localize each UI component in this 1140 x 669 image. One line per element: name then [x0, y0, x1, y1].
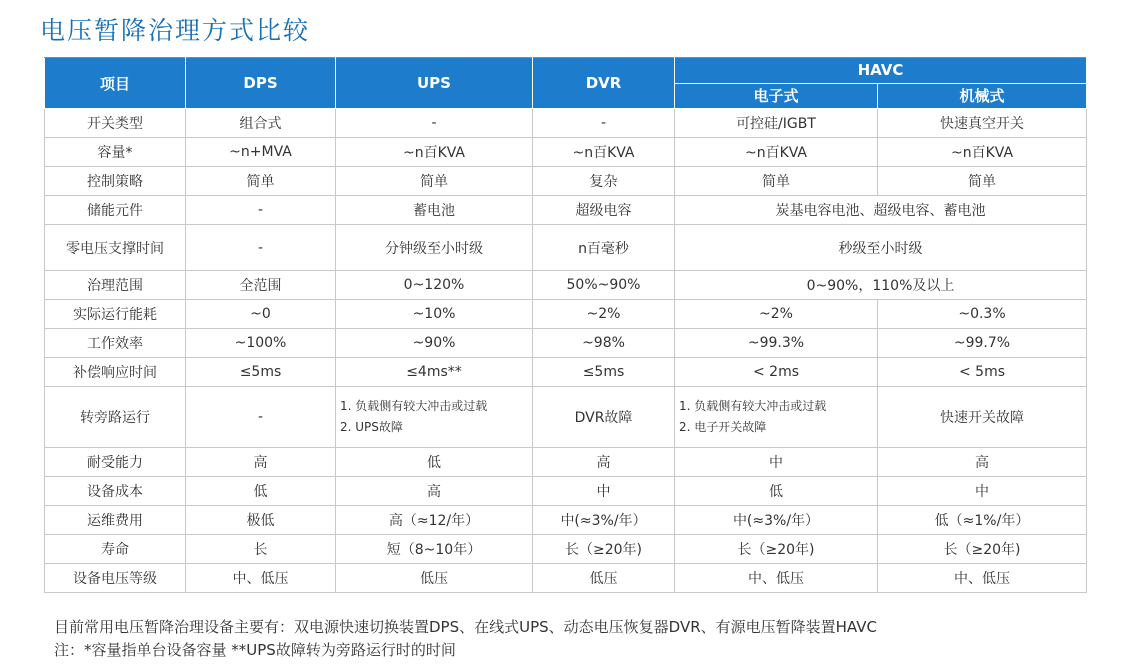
table-row [45, 448, 1087, 477]
cell-dvr: ~98% [533, 329, 675, 358]
table-row [45, 225, 1087, 271]
cell-dvr: 50%~90% [533, 271, 675, 300]
cell-electronic: ~99.3% [675, 329, 878, 358]
cell-electronic: ~2% [675, 300, 878, 329]
cell-dvr: 中(≈3%/年） [533, 506, 675, 535]
cell-electronic [675, 387, 878, 448]
cell-ups: ~10% [336, 300, 533, 329]
cell-dvr: 低压 [533, 564, 675, 593]
row-label: 控制策略 [45, 167, 186, 196]
cell-ups: 高（≈12/年） [336, 506, 533, 535]
cell-ups [336, 387, 533, 448]
cell-dvr: ≤5ms [533, 358, 675, 387]
comparison-table [44, 57, 1087, 593]
cell-havc: 秒级至小时级 [675, 225, 1087, 271]
cell-dvr: 超级电容 [533, 196, 675, 225]
cell-ups: 高 [336, 477, 533, 506]
header-dps: DPS [186, 58, 336, 109]
cell-dps: 组合式 [186, 109, 336, 138]
cell-mechanical: ~n百KVA [878, 138, 1087, 167]
footer-note: 注：*容量指单台设备容量 **UPS故障转为旁路运行时的时间 [54, 641, 456, 659]
header-ups: UPS [336, 58, 533, 109]
cell-electronic: 中、低压 [675, 564, 878, 593]
row-label: 设备成本 [45, 477, 186, 506]
cell-dps: 极低 [186, 506, 336, 535]
table-row [45, 477, 1087, 506]
table-row [45, 329, 1087, 358]
cell-dps: - [186, 196, 336, 225]
cell-mechanical: ~0.3% [878, 300, 1087, 329]
cell-mechanical: 快速真空开关 [878, 109, 1087, 138]
header-mechanical: 机械式 [878, 83, 1087, 109]
cell-dvr: DVR故障 [533, 387, 675, 448]
cell-ups: ~n百KVA [336, 138, 533, 167]
cell-dvr: ~n百KVA [533, 138, 675, 167]
cell-electronic: 简单 [675, 167, 878, 196]
row-label: 设备电压等级 [45, 564, 186, 593]
cell-dps: ≤5ms [186, 358, 336, 387]
cell-mechanical: 高 [878, 448, 1087, 477]
cell-mechanical: 快速开关故障 [878, 387, 1087, 448]
table-row [45, 506, 1087, 535]
cell-dvr: 中 [533, 477, 675, 506]
row-label: 零电压支撑时间 [45, 225, 186, 271]
cell-ups: 低 [336, 448, 533, 477]
cell-dps: ~100% [186, 329, 336, 358]
table-row [45, 109, 1087, 138]
cell-mechanical: 长（≥20年) [878, 535, 1087, 564]
cell-mechanical: 中、低压 [878, 564, 1087, 593]
cell-ups: 0~120% [336, 271, 533, 300]
cell-dps: 长 [186, 535, 336, 564]
cell-havc: 0~90%，110%及以上 [675, 271, 1087, 300]
cell-dvr: 高 [533, 448, 675, 477]
cell-dps: 低 [186, 477, 336, 506]
cell-electronic: 长（≥20年) [675, 535, 878, 564]
cell-electronic: 中(≈3%/年） [675, 506, 878, 535]
cell-electronic: 中 [675, 448, 878, 477]
cell-dps: - [186, 225, 336, 271]
table-row [45, 138, 1087, 167]
table-row [45, 167, 1087, 196]
cell-dps: 中、低压 [186, 564, 336, 593]
cell-ups: - [336, 109, 533, 138]
header-row [45, 58, 1087, 84]
cell-dvr: n百毫秒 [533, 225, 675, 271]
cell-ups: 蓄电池 [336, 196, 533, 225]
cell-dvr: ~2% [533, 300, 675, 329]
header-havc: HAVC [675, 58, 1087, 84]
header-item: 项目 [45, 58, 186, 109]
row-label: 储能元件 [45, 196, 186, 225]
cell-electronic: ~n百KVA [675, 138, 878, 167]
cell-dps: 全范围 [186, 271, 336, 300]
cell-ups: 低压 [336, 564, 533, 593]
cell-dvr: - [533, 109, 675, 138]
cell-dvr: 复杂 [533, 167, 675, 196]
cell-electronic: < 2ms [675, 358, 878, 387]
table-row [45, 300, 1087, 329]
row-label: 工作效率 [45, 329, 186, 358]
row-label: 开关类型 [45, 109, 186, 138]
cell-mechanical: ~99.7% [878, 329, 1087, 358]
row-label: 寿命 [45, 535, 186, 564]
header-electronic: 电子式 [675, 83, 878, 109]
ups-bypass-line-2: 2. UPS故障 [340, 420, 403, 434]
table-row [45, 535, 1087, 564]
table-row [45, 387, 1087, 448]
cell-ups: 简单 [336, 167, 533, 196]
cell-dps: 高 [186, 448, 336, 477]
electronic-bypass-line-2: 2. 电子开关故障 [679, 420, 767, 434]
row-label: 转旁路运行 [45, 387, 186, 448]
cell-electronic: 可控硅/IGBT [675, 109, 878, 138]
cell-ups: 分钟级至小时级 [336, 225, 533, 271]
ups-bypass-line-1: 1. 负载侧有较大冲击或过载 [340, 399, 488, 413]
table-row [45, 196, 1087, 225]
row-label: 补偿响应时间 [45, 358, 186, 387]
cell-ups: ≤4ms** [336, 358, 533, 387]
cell-ups: ~90% [336, 329, 533, 358]
row-label: 实际运行能耗 [45, 300, 186, 329]
row-label: 运维费用 [45, 506, 186, 535]
cell-dps: ~n+MVA [186, 138, 336, 167]
header-dvr: DVR [533, 58, 675, 109]
cell-mechanical: < 5ms [878, 358, 1087, 387]
table-row [45, 358, 1087, 387]
table-row [45, 271, 1087, 300]
cell-havc: 炭基电容电池、超级电容、蓄电池 [675, 196, 1087, 225]
page-title: 电压暂降治理方式比较 [40, 16, 311, 45]
footer-summary: 目前常用电压暂降治理设备主要有：双电源快速切换装置DPS、在线式UPS、动态电压恢复器DVR、有源电压暂降装置HAVC [54, 618, 877, 636]
cell-dps: - [186, 387, 336, 448]
row-label: 治理范围 [45, 271, 186, 300]
cell-mechanical: 中 [878, 477, 1087, 506]
cell-mechanical: 低（≈1%/年） [878, 506, 1087, 535]
row-label: 耐受能力 [45, 448, 186, 477]
cell-electronic: 低 [675, 477, 878, 506]
row-label: 容量* [45, 138, 186, 167]
cell-ups: 短（8~10年） [336, 535, 533, 564]
cell-dps: ~0 [186, 300, 336, 329]
table-row [45, 564, 1087, 593]
cell-mechanical: 简单 [878, 167, 1087, 196]
cell-dvr: 长（≥20年) [533, 535, 675, 564]
cell-dps: 简单 [186, 167, 336, 196]
electronic-bypass-line-1: 1. 负载侧有较大冲击或过载 [679, 399, 827, 413]
